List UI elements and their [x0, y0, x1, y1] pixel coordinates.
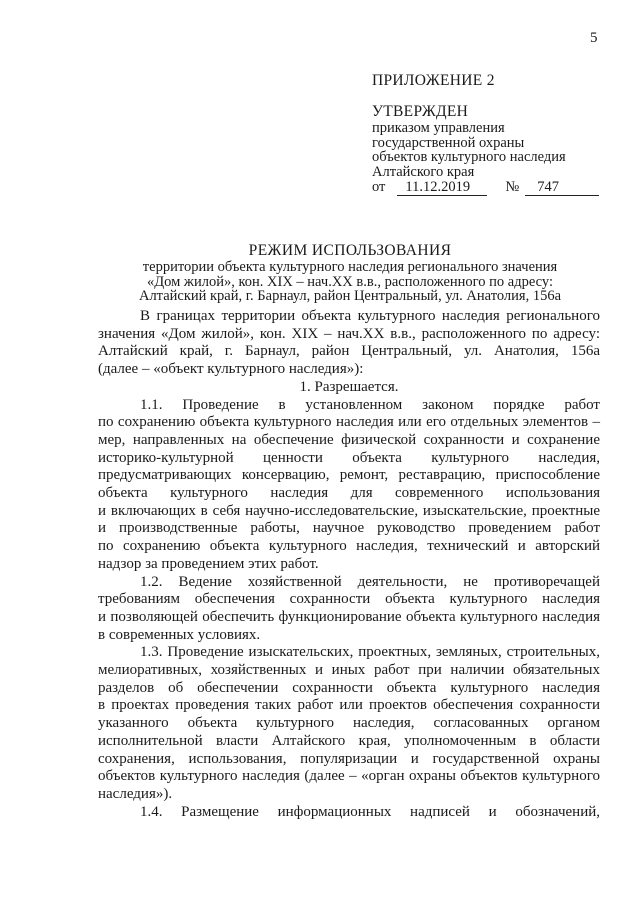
approved-label: УТВЕРЖДЕН: [372, 103, 469, 120]
approval-line: Алтайского края: [372, 163, 475, 180]
title-main: РЕЖИМ ИСПОЛЬЗОВАНИЯ: [248, 242, 452, 259]
item-line: указанного объекта культурного наследия, согласованных органом: [98, 715, 600, 732]
item-line: исполнительной власти Алтайского края, уполномоченным в области: [98, 732, 600, 749]
item-line: разделов об обеспечении сохранности объекта культурного наследия: [98, 679, 600, 696]
body-text: [98, 308, 600, 821]
item-line: объектов культурного наследия (далее – «орган охраны объектов культурного: [98, 768, 600, 785]
item-line: в современных условиях.: [98, 626, 261, 643]
intro-line: Алтайский край, г. Барнаул, район Центральный, ул. Анатолия, 156а: [98, 343, 600, 360]
appendix-block: [372, 72, 622, 196]
document-title: [0, 242, 640, 304]
order-number: 747: [525, 179, 599, 196]
item-line: объекта культурного наследия для современного использования: [98, 485, 600, 502]
page-number: 5: [590, 30, 598, 46]
approval-line: объектов культурного наследия: [372, 149, 566, 165]
approval-line: государственной охраны: [372, 134, 525, 151]
order-line: [372, 179, 622, 196]
intro-line: В границах территории объекта культурного наследия регионального: [140, 308, 600, 324]
item-line: 1.2. Ведение хозяйственной деятельности, не противоречащей: [140, 573, 600, 590]
item-line: и производственные работы, научное руководство проведением работ: [98, 520, 600, 537]
item-line: требованиям обеспечения сохранности объекта культурного наследия: [98, 591, 600, 608]
item-line: историко-культурной ценности объекта культурного наследия,: [98, 449, 600, 466]
item-line: наследия»).: [98, 785, 173, 802]
item-line: 1.4. Размещение информационных надписей и обозначений,: [140, 803, 600, 820]
item-line: мелиоративных, хозяйственных и иных работ при наличии обязательных: [98, 662, 600, 679]
item-line: и включающих в себя научно-исследовательские, изыскательские, проектные: [98, 502, 600, 519]
item-line: по сохранению объекта культурного наследия, технический и авторский: [98, 538, 600, 555]
item-line: предусматривающих консервацию, ремонт, реставрацию, приспособление: [98, 467, 600, 484]
title-subline: Алтайский край, г. Барнаул, район Центральный, ул. Анатолия, 156а: [138, 288, 562, 304]
intro-line: значения «Дом жилой», кон. XIX – нач.XX в.в., расположенного по адресу:: [98, 325, 600, 342]
order-date-prefix: от: [372, 179, 386, 195]
item-line: мер, направленных на обеспечение физической сохранности и сохранение: [98, 431, 600, 448]
item-line: сохранения, использования, популяризации и государственной охраны: [98, 750, 600, 767]
intro-line: (далее – «объект культурного наследия»):: [98, 361, 364, 378]
item-line: надзор за проведением этих работ.: [98, 555, 319, 572]
item-line: 1.3. Проведение изыскательских, проектных, земляных, строительных,: [140, 644, 600, 661]
appendix-title: ПРИЛОЖЕНИЕ 2: [372, 72, 495, 89]
item-line: и позволяющей обеспечить функционирование объекта культурного наследия: [98, 608, 600, 625]
order-number-label: №: [505, 179, 520, 195]
approval-line: приказом управления: [372, 120, 505, 136]
item-line: по сохранению объекта культурного наследия или его отдельных элементов –: [98, 414, 600, 431]
title-subline: территории объекта культурного наследия регионального значения: [142, 259, 558, 275]
item-line: в проектах проведения таких работ или проектов обеспечения сохранности: [98, 697, 600, 714]
order-date: 11.12.2019: [397, 179, 487, 196]
section-heading: 1. Разрешается.: [299, 378, 399, 395]
item-line: 1.1. Проведение в установленном законом порядке работ: [140, 396, 600, 413]
title-subline: «Дом жилой», кон. XIX – нач.XX в.в., расположенного по адресу:: [147, 273, 553, 290]
